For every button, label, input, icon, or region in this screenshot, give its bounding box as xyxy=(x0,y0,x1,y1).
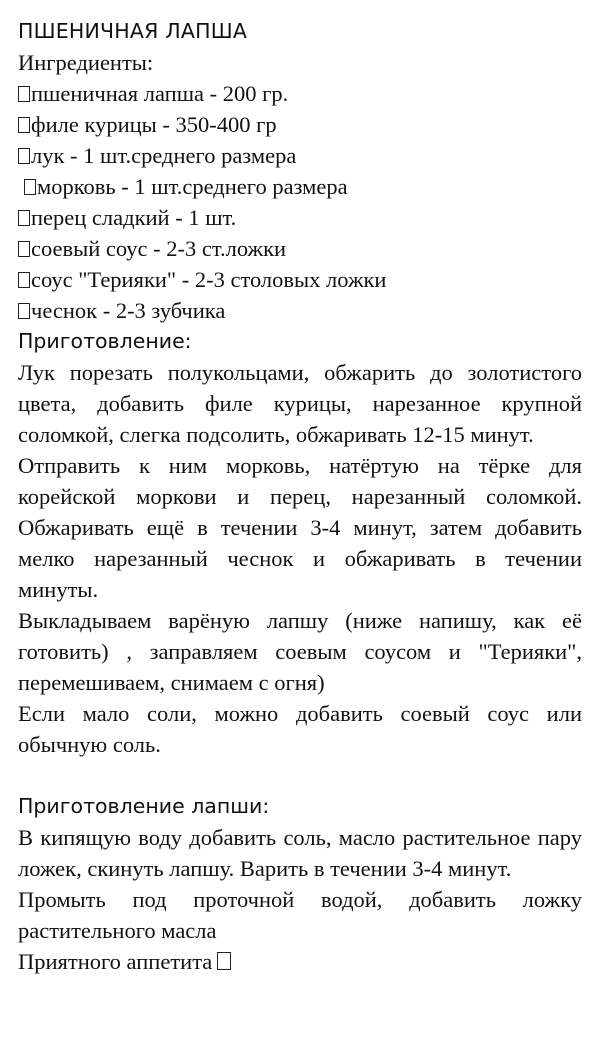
ingredient-text: морковь - 1 шт.среднего размера xyxy=(37,174,348,199)
ingredient-text: лук - 1 шт.среднего размера xyxy=(31,143,297,168)
ingredient-text: соус "Терияки" - 2-3 столовых ложки xyxy=(31,267,387,292)
checkbox-icon xyxy=(18,272,30,288)
ingredient-text: чеснок - 2-3 зубчика xyxy=(31,298,226,323)
closing-text: Приятного аппетита xyxy=(18,949,213,974)
ingredient-item xyxy=(18,171,582,202)
noodle-paragraph: Промыть под проточной водой, добавить ложку растительного масла xyxy=(18,887,582,943)
checkbox-icon xyxy=(24,179,36,195)
emoji-placeholder-icon xyxy=(217,952,231,970)
ingredient-text: пшеничная лапша - 200 гр. xyxy=(31,81,289,106)
closing-line xyxy=(18,946,582,977)
checkbox-icon xyxy=(18,303,30,319)
checkbox-icon xyxy=(18,117,30,133)
noodle-paragraph: В кипящую воду добавить соль, масло растительное пару ложек, скинуть лапшу. Варить в течении 3-4 минут. xyxy=(18,825,582,881)
recipe-document xyxy=(18,16,582,977)
blank-line xyxy=(18,760,582,791)
preparation-heading: Приготовление: xyxy=(18,329,192,353)
checkbox-icon xyxy=(18,241,30,257)
preparation-paragraph: Отправить к ним морковь, натёртую на тёрке для корейской моркови и перец, нарезанный соломкой. Обжаривать ещё в течении 3-4 минут, затем добавить мелко нарезанный чеснок и обжаривать в течении минуты. xyxy=(18,453,582,602)
ingredient-item xyxy=(18,140,582,171)
checkbox-icon xyxy=(18,210,30,226)
ingredients-list xyxy=(18,78,582,326)
ingredient-text: филе курицы - 350-400 гр xyxy=(31,112,277,137)
preparation-paragraph: Если мало соли, можно добавить соевый соус или обычную соль. xyxy=(18,701,582,757)
checkbox-icon xyxy=(18,148,30,164)
ingredient-item xyxy=(18,264,582,295)
preparation-paragraph: Лук порезать полукольцами, обжарить до золотистого цвета, добавить филе курицы, нарезанное крупной соломкой, слегка подсолить, обжаривать 12-15 минут. xyxy=(18,360,582,447)
ingredient-item xyxy=(18,78,582,109)
recipe-title: ПШЕНИЧНАЯ ЛАПША xyxy=(18,19,248,43)
ingredient-text: перец сладкий - 1 шт. xyxy=(31,205,237,230)
ingredient-text: соевый соус - 2-3 ст.ложки xyxy=(31,236,287,261)
ingredient-item xyxy=(18,109,582,140)
ingredient-item xyxy=(18,202,582,233)
checkbox-icon xyxy=(18,86,30,102)
ingredients-heading: Ингредиенты: xyxy=(18,50,154,75)
ingredient-item xyxy=(18,295,582,326)
preparation-paragraph: Выкладываем варёную лапшу (ниже напишу, как её готовить) , заправляем соевым соусом и "Терияки", перемешиваем, снимаем с огня) xyxy=(18,608,582,695)
ingredient-item xyxy=(18,233,582,264)
noodle-heading: Приготовление лапши: xyxy=(18,794,270,818)
